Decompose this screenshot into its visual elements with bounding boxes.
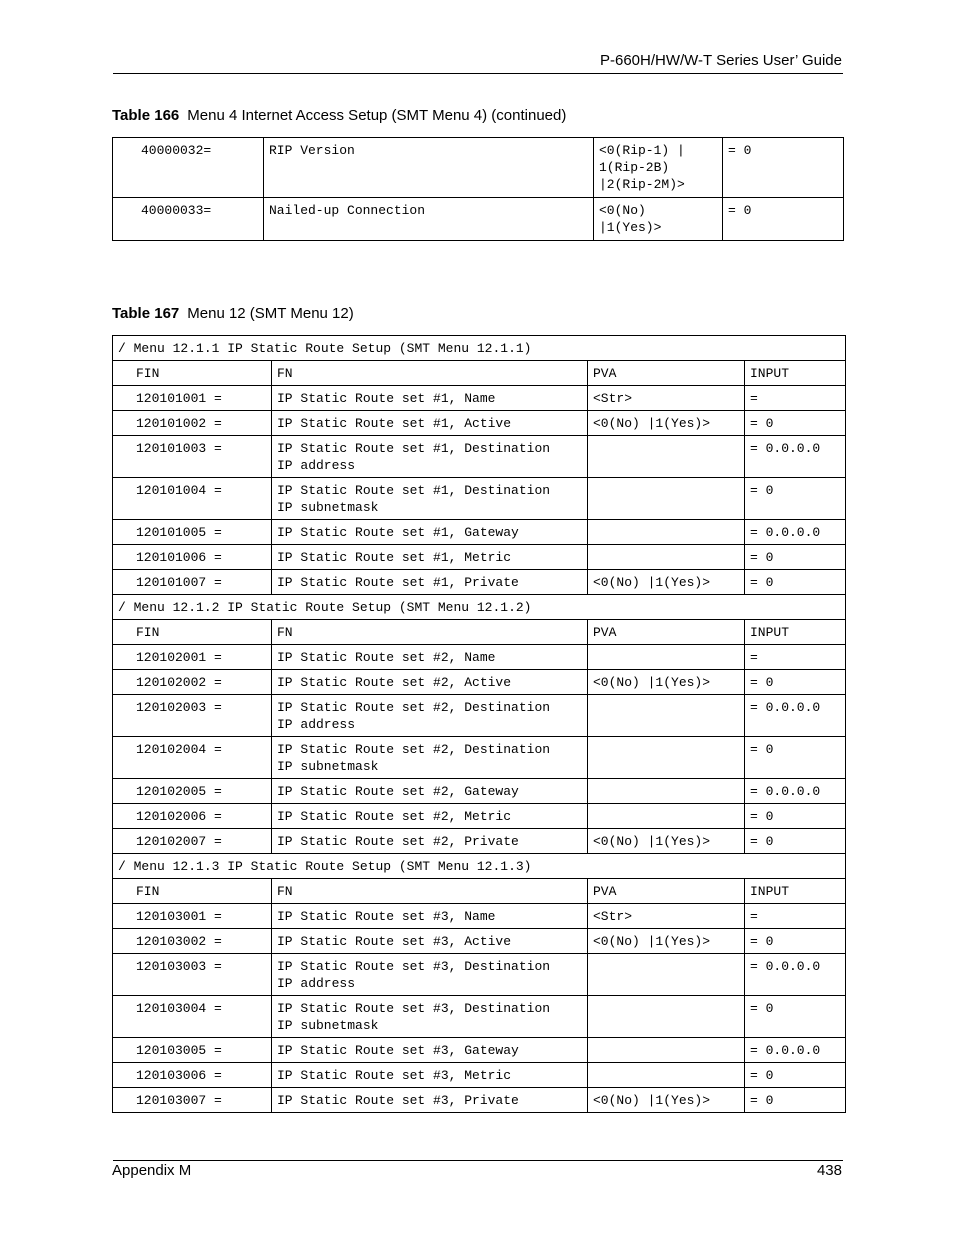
input-cell: = 0 (745, 545, 846, 570)
fn-cell: IP Static Route set #1, Destination IP address (272, 436, 588, 478)
fin-cell: 120103004 = (113, 996, 272, 1038)
input-cell: = 0 (745, 996, 846, 1038)
input-cell: = 0 (745, 478, 846, 520)
pva-cell: <0(No) |1(Yes)> (588, 570, 745, 595)
pva-cell: <0(No) |1(Yes)> (588, 411, 745, 436)
table-row (113, 386, 846, 411)
table-row (113, 436, 846, 478)
pva-cell (588, 478, 745, 520)
input-cell: = 0 (745, 411, 846, 436)
pva-cell: <Str> (588, 904, 745, 929)
table-row (113, 695, 846, 737)
fn-cell: IP Static Route set #2, Gateway (272, 779, 588, 804)
pva-cell (588, 737, 745, 779)
fn-cell: Nailed-up Connection (264, 198, 594, 241)
fn-cell: IP Static Route set #1, Destination IP subnetmask (272, 478, 588, 520)
fin-cell: 40000033= (113, 198, 264, 241)
table-row (113, 1063, 846, 1088)
input-cell: = 0.0.0.0 (745, 695, 846, 737)
column-header-input: INPUT (745, 620, 846, 645)
fin-cell: 120103003 = (113, 954, 272, 996)
running-header-title: P-660H/HW/W-T Series User’ Guide (599, 52, 842, 69)
pva-cell (588, 779, 745, 804)
fin-cell: 120102007 = (113, 829, 272, 854)
input-cell: = 0.0.0.0 (745, 520, 846, 545)
input-cell: = 0 (745, 737, 846, 779)
fn-cell: IP Static Route set #3, Destination IP subnetmask (272, 996, 588, 1038)
section-title: / Menu 12.1.1 IP Static Route Setup (SMT Menu 12.1.1) (113, 336, 846, 361)
fn-cell: IP Static Route set #3, Metric (272, 1063, 588, 1088)
fin-cell: 120102002 = (113, 670, 272, 695)
fn-cell: IP Static Route set #3, Active (272, 929, 588, 954)
column-header-fn: FN (272, 361, 588, 386)
fn-cell: IP Static Route set #2, Name (272, 645, 588, 670)
fin-cell: 120103001 = (113, 904, 272, 929)
fin-cell: 120101001 = (113, 386, 272, 411)
fn-cell: IP Static Route set #3, Gateway (272, 1038, 588, 1063)
pva-cell: <0(No) |1(Yes)> (588, 929, 745, 954)
table-166 (112, 137, 844, 241)
table-row (113, 478, 846, 520)
table-row (113, 570, 846, 595)
table-row (113, 1038, 846, 1063)
fn-cell: RIP Version (264, 138, 594, 198)
column-header-pva: PVA (588, 620, 745, 645)
input-cell: = 0 (723, 138, 844, 198)
fin-cell: 120101005 = (113, 520, 272, 545)
input-cell: = 0 (745, 1063, 846, 1088)
pva-cell (588, 1038, 745, 1063)
input-cell: = 0.0.0.0 (745, 779, 846, 804)
section-title-row (113, 595, 846, 620)
pva-cell: <0(Rip-1) | 1(Rip-2B) |2(Rip-2M)> (594, 138, 723, 198)
fn-cell: IP Static Route set #2, Metric (272, 804, 588, 829)
table-row (113, 996, 846, 1038)
column-header-fin: FIN (113, 879, 272, 904)
fn-cell: IP Static Route set #1, Metric (272, 545, 588, 570)
pva-cell: <0(No) |1(Yes)> (588, 1088, 745, 1113)
pva-cell (588, 1063, 745, 1088)
table-row (113, 645, 846, 670)
pva-cell (588, 996, 745, 1038)
fin-cell: 120101004 = (113, 478, 272, 520)
fin-cell: 120101003 = (113, 436, 272, 478)
table-row (113, 1088, 846, 1113)
input-cell: = (745, 386, 846, 411)
input-cell: = 0 (745, 670, 846, 695)
input-cell: = 0.0.0.0 (745, 436, 846, 478)
column-header-input: INPUT (745, 361, 846, 386)
fn-cell: IP Static Route set #1, Active (272, 411, 588, 436)
table-row (113, 804, 846, 829)
table-row (113, 829, 846, 854)
table-row (113, 779, 846, 804)
pva-cell: <Str> (588, 386, 745, 411)
fin-cell: 120103006 = (113, 1063, 272, 1088)
table-row (113, 545, 846, 570)
fin-cell: 120103005 = (113, 1038, 272, 1063)
fin-cell: 120102006 = (113, 804, 272, 829)
column-header-input: INPUT (745, 879, 846, 904)
table-row (113, 904, 846, 929)
fn-cell: IP Static Route set #2, Private (272, 829, 588, 854)
fin-cell: 120102003 = (113, 695, 272, 737)
pva-cell (588, 436, 745, 478)
input-cell: = (745, 904, 846, 929)
section-title: / Menu 12.1.2 IP Static Route Setup (SMT Menu 12.1.2) (113, 595, 846, 620)
fn-cell: IP Static Route set #2, Destination IP address (272, 695, 588, 737)
pva-cell: <0(No) |1(Yes)> (594, 198, 723, 241)
pva-cell (588, 804, 745, 829)
pva-cell: <0(No) |1(Yes)> (588, 829, 745, 854)
pva-cell (588, 545, 745, 570)
table-166-label: Table 166 (112, 107, 180, 124)
fin-cell: 120103007 = (113, 1088, 272, 1113)
pva-cell (588, 645, 745, 670)
fn-cell: IP Static Route set #3, Private (272, 1088, 588, 1113)
fin-cell: 40000032= (113, 138, 264, 198)
table-167 (112, 335, 846, 1113)
page-number: 438 (816, 1162, 842, 1179)
pva-cell (588, 695, 745, 737)
fn-cell: IP Static Route set #3, Name (272, 904, 588, 929)
table-167-caption (112, 305, 354, 322)
table-166-caption (112, 107, 566, 124)
section-title-row (113, 854, 846, 879)
fn-cell: IP Static Route set #1, Name (272, 386, 588, 411)
fin-cell: 120102004 = (113, 737, 272, 779)
table-row (113, 520, 846, 545)
footer-rule (113, 1160, 843, 1161)
fin-cell: 120101002 = (113, 411, 272, 436)
fn-cell: IP Static Route set #2, Active (272, 670, 588, 695)
fn-cell: IP Static Route set #3, Destination IP address (272, 954, 588, 996)
table-167-title: Menu 12 (SMT Menu 12) (187, 305, 354, 322)
fin-cell: 120103002 = (113, 929, 272, 954)
input-cell: = 0.0.0.0 (745, 954, 846, 996)
section-title-row (113, 336, 846, 361)
column-header-fin: FIN (113, 620, 272, 645)
fn-cell: IP Static Route set #1, Gateway (272, 520, 588, 545)
section-title: / Menu 12.1.3 IP Static Route Setup (SMT Menu 12.1.3) (113, 854, 846, 879)
header-rule (113, 73, 843, 74)
input-cell: = 0 (745, 929, 846, 954)
input-cell: = (745, 645, 846, 670)
pva-cell: <0(No) |1(Yes)> (588, 670, 745, 695)
input-cell: = 0.0.0.0 (745, 1038, 846, 1063)
fn-cell: IP Static Route set #2, Destination IP subnetmask (272, 737, 588, 779)
table-167-label: Table 167 (112, 305, 180, 322)
column-header-pva: PVA (588, 361, 745, 386)
fn-cell: IP Static Route set #1, Private (272, 570, 588, 595)
pva-cell (588, 954, 745, 996)
fin-cell: 120101006 = (113, 545, 272, 570)
column-header-fn: FN (272, 620, 588, 645)
input-cell: = 0 (745, 570, 846, 595)
table-row (113, 198, 844, 241)
fin-cell: 120101007 = (113, 570, 272, 595)
column-header-row (113, 879, 846, 904)
input-cell: = 0 (745, 804, 846, 829)
table-row (113, 954, 846, 996)
pva-cell (588, 520, 745, 545)
table-row (113, 138, 844, 198)
fin-cell: 120102001 = (113, 645, 272, 670)
table-row (113, 670, 846, 695)
column-header-fn: FN (272, 879, 588, 904)
column-header-row (113, 361, 846, 386)
table-row (113, 411, 846, 436)
footer-section-label: Appendix M (112, 1162, 192, 1179)
input-cell: = 0 (745, 829, 846, 854)
table-row (113, 737, 846, 779)
table-row (113, 929, 846, 954)
column-header-row (113, 620, 846, 645)
column-header-fin: FIN (113, 361, 272, 386)
fin-cell: 120102005 = (113, 779, 272, 804)
table-166-title: Menu 4 Internet Access Setup (SMT Menu 4) (continued) (187, 107, 567, 124)
input-cell: = 0 (745, 1088, 846, 1113)
input-cell: = 0 (723, 198, 844, 241)
column-header-pva: PVA (588, 879, 745, 904)
